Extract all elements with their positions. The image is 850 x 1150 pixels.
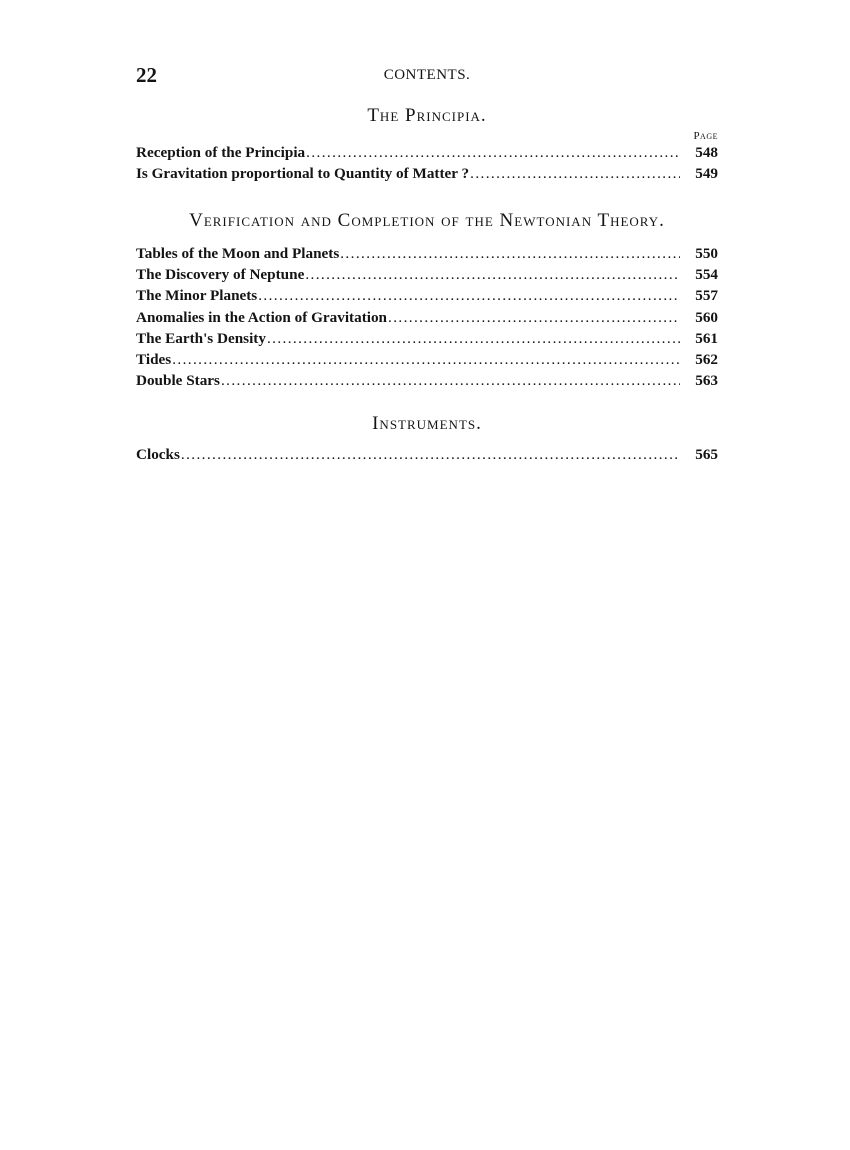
dot-leader — [339, 243, 680, 264]
section-verification — [136, 209, 718, 391]
entry-title: Reception of the Principia — [136, 144, 306, 161]
entry-title: Tables of the Moon and Planets — [136, 245, 340, 262]
dot-leader — [257, 285, 680, 306]
running-head — [136, 62, 718, 88]
entry-title: Clocks — [136, 446, 180, 463]
toc-entry — [136, 328, 718, 349]
entry-page: 548 — [695, 144, 718, 161]
toc-entry — [136, 264, 718, 285]
dot-leader — [469, 163, 680, 184]
section-title: Instruments. — [372, 413, 482, 434]
entry-title: The Discovery of Neptune — [136, 266, 305, 284]
toc-entry — [136, 370, 718, 391]
toc-entry — [136, 243, 718, 264]
toc-entry — [136, 163, 718, 184]
entry-title: Is Gravitation proportional to Quantity of Matter ? — [136, 165, 470, 183]
dot-leader — [305, 142, 680, 163]
entry-title: Double Stars — [136, 372, 220, 390]
entry-page: 565 — [695, 446, 718, 463]
toc-entry — [136, 142, 718, 163]
page-number: 22 — [136, 63, 157, 87]
dot-leader — [180, 444, 680, 465]
section-instruments — [136, 412, 718, 465]
entry-title: Tides — [136, 350, 172, 368]
entry-page: 561 — [695, 329, 718, 347]
entry-page: 549 — [695, 165, 718, 183]
toc-entry — [136, 444, 718, 465]
toc-entry — [136, 307, 718, 328]
entry-page: 560 — [695, 308, 718, 326]
entry-title: The Minor Planets — [136, 287, 258, 305]
entry-title: The Earth's Density — [136, 329, 266, 347]
section-principia — [136, 104, 718, 184]
toc-entry — [136, 285, 718, 306]
running-title: CONTENTS. — [383, 67, 471, 83]
dot-leader — [220, 370, 680, 391]
toc-entry — [136, 349, 718, 370]
entry-page: 550 — [695, 245, 718, 262]
section-title: Verification and Completion of the Newtonian Theory. — [189, 210, 665, 231]
dot-leader — [266, 328, 680, 349]
entry-page: 562 — [695, 350, 718, 368]
entry-page: 557 — [695, 287, 718, 305]
dot-leader — [171, 349, 680, 370]
entry-page: 554 — [695, 266, 718, 284]
dot-leader — [304, 264, 680, 285]
page-column-label: Page — [693, 130, 718, 142]
dot-leader — [387, 307, 680, 328]
entry-title: Anomalies in the Action of Gravitation — [136, 308, 388, 326]
section-title: The Principia. — [367, 105, 487, 126]
entry-page: 563 — [695, 372, 718, 390]
